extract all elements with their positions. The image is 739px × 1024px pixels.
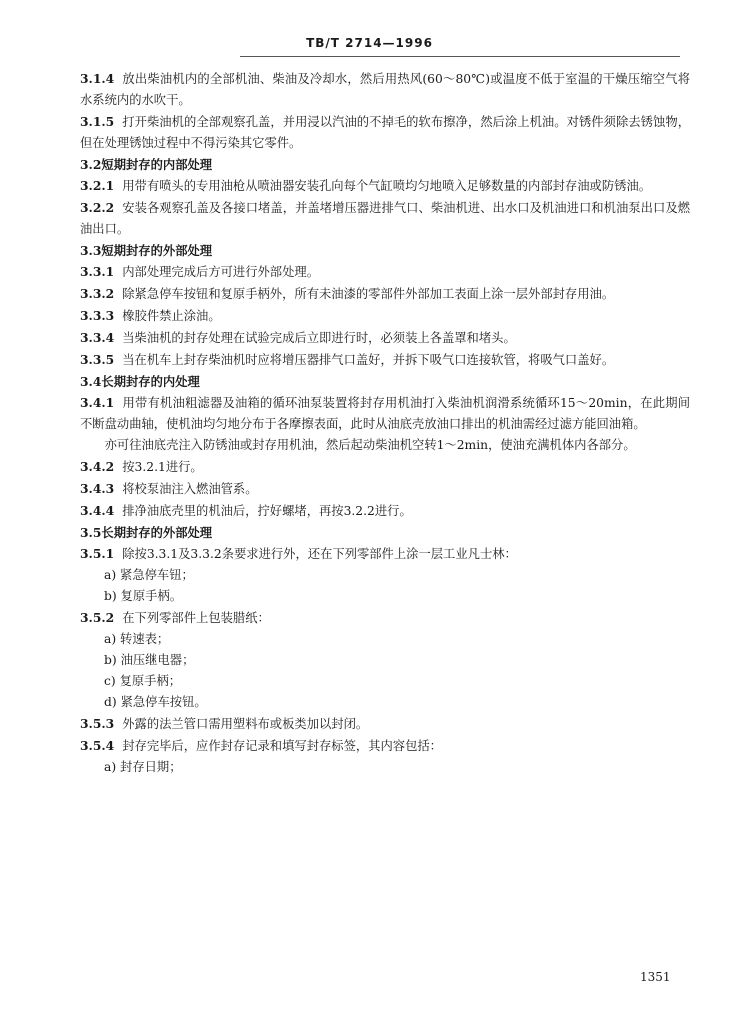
clause-paragraph <box>80 713 690 735</box>
clause-paragraph <box>80 261 690 283</box>
clause-number: 3.3.1 <box>80 264 115 279</box>
clause-text: 封存完毕后，应作封存记录和填写封存标签，其内容包括： <box>122 739 442 753</box>
clause-paragraph <box>80 456 690 478</box>
section-heading <box>80 154 690 175</box>
clause-paragraph <box>80 305 690 327</box>
clause-text: 在下列零部件上包装腊纸： <box>122 611 270 625</box>
page-header: TB/T 2714—1996 <box>306 36 433 50</box>
clause-number: 3.4.3 <box>80 481 115 496</box>
clause-number: 3.5.1 <box>80 546 115 561</box>
clause-paragraph <box>80 543 690 565</box>
clause-text: 外露的法兰管口需用塑料布或板类加以封闭。 <box>122 717 369 731</box>
clause-paragraph <box>80 478 690 500</box>
section-heading <box>80 371 690 392</box>
clause-text: 排净油底壳里的机油后，拧好螺堵，再按3.2.2进行。 <box>122 504 412 518</box>
clause-text: 橡胶件禁止涂油。 <box>122 309 221 323</box>
clause-text: b) 油压继电器； <box>104 653 195 667</box>
clause-text: 除紧急停车按钮和复原手柄外，所有未油漆的零部件外部加工表面上涂一层外部封存用油。 <box>122 287 615 301</box>
clause-paragraph <box>80 607 690 629</box>
clause-text: 短期封存的内部处理 <box>101 157 213 172</box>
section-heading <box>80 522 690 543</box>
list-item <box>80 757 690 778</box>
paragraph <box>80 435 690 456</box>
clause-paragraph <box>80 327 690 349</box>
clause-text: 除按3.3.1及3.3.2条要求进行外，还在下列零部件上涂一层工业凡士林： <box>122 547 517 561</box>
clause-text: 内部处理完成后方可进行外部处理。 <box>122 265 319 279</box>
clause-number: 3.5 <box>80 525 102 540</box>
clause-paragraph <box>80 392 690 435</box>
header-divider <box>240 56 680 57</box>
clause-number: 3.1.5 <box>80 114 115 129</box>
clause-text: 短期封存的外部处理 <box>101 243 213 258</box>
clause-paragraph <box>80 175 690 197</box>
clause-number: 3.4.4 <box>80 503 115 518</box>
list-item <box>80 671 690 692</box>
clause-paragraph <box>80 500 690 522</box>
clause-number: 3.2.2 <box>80 200 115 215</box>
clause-text: 亦可往油底壳注入防锈油或封存用机油，然后起动柴油机空转1～2min，使油充满机体内各部分。 <box>104 438 636 452</box>
clause-text: a) 封存日期； <box>104 760 182 774</box>
clause-number: 3.2 <box>80 157 102 172</box>
clause-text: 安装各观察孔盖及各接口堵盖，并盖堵增压器进排气口、柴油机进、出水口及机油进口和机油泵出口及燃油出口。 <box>80 201 690 236</box>
clause-text: a) 紧急停车钮； <box>104 568 194 582</box>
clause-paragraph <box>80 349 690 371</box>
clause-text: b) 复原手柄。 <box>104 589 183 603</box>
clause-number: 3.3.4 <box>80 330 115 345</box>
list-item <box>80 650 690 671</box>
clause-number: 3.4 <box>80 374 102 389</box>
clause-text: a) 转速表； <box>104 632 170 646</box>
clause-text: 当柴油机的封存处理在试验完成后立即进行时，必须装上各盖罩和堵头。 <box>122 331 516 345</box>
clause-paragraph <box>80 283 690 305</box>
clause-text: 用带有机油粗滤器及油箱的循环油泵装置将封存用机油打入柴油机润滑系统循环15～20min，在此期间不断盘动曲轴，使机油均匀地分布于各摩擦表面，此时从油底壳放油口排出的机油需经过滤方能回油箱。 <box>80 396 690 431</box>
list-item <box>80 586 690 607</box>
clause-number: 3.1.4 <box>80 71 115 86</box>
clause-number: 3.5.4 <box>80 738 115 753</box>
clause-text: c) 复原手柄； <box>104 674 182 688</box>
clause-text: d) 紧急停车按钮。 <box>104 695 207 709</box>
clause-paragraph <box>80 111 690 154</box>
clause-text: 长期封存的内处理 <box>101 374 200 389</box>
clause-text: 用带有喷头的专用油枪从喷油器安装孔向每个气缸喷均匀地喷入足够数量的内部封存油或防锈油。 <box>122 179 652 193</box>
clause-number: 3.2.1 <box>80 178 115 193</box>
clause-number: 3.4.2 <box>80 459 115 474</box>
clause-text: 将校泵油注入燃油管系。 <box>122 482 258 496</box>
clause-number: 3.3 <box>80 243 102 258</box>
page-number: 1351 <box>640 970 671 984</box>
clause-paragraph <box>80 68 690 111</box>
clause-number: 3.5.2 <box>80 610 115 625</box>
clause-text: 长期封存的外部处理 <box>101 525 213 540</box>
clause-number: 3.3.3 <box>80 308 115 323</box>
clause-text: 打开柴油机的全部观察孔盖，并用浸以汽油的不掉毛的软布擦净，然后涂上机油。对锈件须除去锈蚀物，但在处理锈蚀过程中不得污染其它零件。 <box>80 115 690 150</box>
document-body <box>80 68 690 778</box>
section-heading <box>80 240 690 261</box>
clause-paragraph <box>80 735 690 757</box>
list-item <box>80 565 690 586</box>
clause-text: 按3.2.1进行。 <box>122 460 203 474</box>
clause-text: 当在机车上封存柴油机时应将增压器排气口盖好，并拆下吸气口连接软管，将吸气口盖好。 <box>122 353 615 367</box>
clause-number: 3.5.3 <box>80 716 115 731</box>
clause-text: 放出柴油机内的全部机油、柴油及冷却水，然后用热风(60～80℃)或温度不低于室温的干燥压缩空气将水系统内的水吹干。 <box>80 72 690 107</box>
list-item <box>80 629 690 650</box>
clause-number: 3.4.1 <box>80 395 115 410</box>
clause-paragraph <box>80 197 690 240</box>
list-item <box>80 692 690 713</box>
clause-number: 3.3.5 <box>80 352 115 367</box>
clause-number: 3.3.2 <box>80 286 115 301</box>
